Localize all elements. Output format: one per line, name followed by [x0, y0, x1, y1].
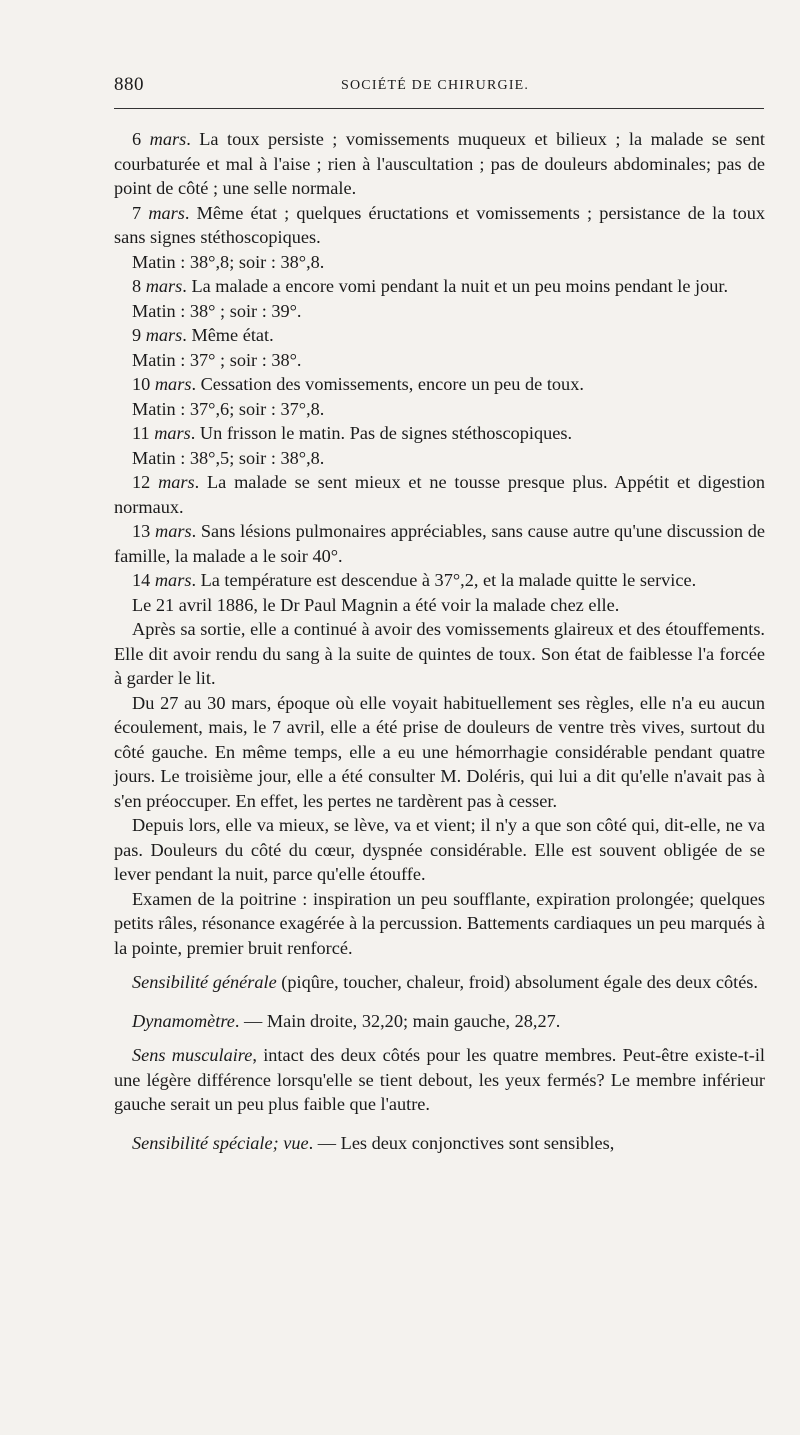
paragraph: 8 mars. La malade a encore vomi pendant la nuit et un peu moins pendant le jour.: [132, 276, 729, 296]
paragraph: Matin : 38°,8; soir : 38°,8.: [132, 251, 325, 272]
paragraph: 9 mars. Même état.: [132, 325, 274, 345]
page-number: 880: [114, 74, 144, 95]
paragraph: Sensibilité spéciale; vue. — Les deux conjonctives sont sensibles,: [132, 1132, 615, 1153]
paragraph: Du 27 au 30 mars, époque où elle voyait habituellement ses règles, elle n'a eu aucun écoulement, mais, le 7 avril, elle a été prise de douleurs de ventre très vives, surtout du côté gauche. En même temps, elle a eu une hémorrhagie considérable pendant quatre jours. Le troisième jour, elle a été consulter M. Doléris, qui lui a dit qu'elle n'avait pas à s'en préoccuper. En effet, les pertes ne tardèrent pas à cesser.: [114, 692, 765, 811]
paragraph: Sens musculaire, intact des deux côtés pour les quatre membres. Peut-être existe-t-il une légère différence lorsqu'elle se tient debout, les yeux fermés? Le membre inférieur gauche serait un peu plus faible que l'autre.: [114, 1045, 765, 1114]
header-rule: [114, 108, 764, 109]
running-head: SOCIÉTÉ DE CHIRURGIE.: [341, 78, 530, 93]
paragraph: 6 mars. La toux persiste ; vomissements muqueux et bilieux ; la malade se sent courbaturée et mal à l'aise ; rien à l'auscultation ; pas de douleurs abdominales; pas de point de côté ; une selle normale.: [114, 129, 765, 198]
page-header: [0, 66, 800, 106]
paragraph: Matin : 38° ; soir : 39°.: [132, 300, 302, 321]
paragraph: 10 mars. Cessation des vomissements, encore un peu de toux.: [132, 374, 584, 394]
paragraph: Matin : 38°,5; soir : 38°,8.: [132, 447, 325, 468]
paragraph: Matin : 37°,6; soir : 37°,8.: [132, 398, 325, 419]
paragraph: 11 mars. Un frisson le matin. Pas de signes stéthoscopiques.: [132, 423, 573, 443]
paragraph: 13 mars. Sans lésions pulmonaires appréciables, sans cause autre qu'une discussion de famille, la malade a le soir 40°.: [114, 521, 766, 566]
paragraph: 7 mars. Même état ; quelques éructations et vomissements ; persistance de la toux sans signes stéthoscopiques.: [114, 202, 765, 247]
paragraph: Matin : 37° ; soir : 38°.: [132, 349, 302, 370]
paragraph: 14 mars. La température est descendue à 37°,2, et la malade quitte le service.: [132, 570, 697, 590]
paragraph: Sensibilité générale (piqûre, toucher, chaleur, froid) absolument égale des deux côtés.: [132, 972, 758, 992]
paragraph: Après sa sortie, elle a continué à avoir des vomissements glaireux et des étouffements. Elle dit avoir rendu du sang à la suite de quintes de toux. Son état de faiblesse l'a forcée à garder le lit.: [114, 619, 765, 688]
paragraph: Dynamomètre. — Main droite, 32,20; main gauche, 28,27.: [132, 1010, 561, 1031]
paragraph: Examen de la poitrine : inspiration un peu soufflante, expiration prolongée; quelques petits râles, résonance exagérée à la percussion. Battements cardiaques un peu marqués à la pointe, premier bruit renforcé.: [114, 888, 765, 958]
body-text: [114, 127, 765, 1155]
paragraph: Le 21 avril 1886, le Dr Paul Magnin a été voir la malade chez elle.: [132, 594, 620, 615]
paragraph: Depuis lors, elle va mieux, se lève, va et vient; il n'y a que son côté qui, dit-elle, ne va pas. Douleurs du côté du cœur, dyspnée considérable. Elle est souvent obligée de se lever pendant la nuit, parce qu'elle étouffe.: [114, 815, 765, 884]
paragraph: 12 mars. La malade se sent mieux et ne tousse presque plus. Appétit et digestion normaux.: [114, 472, 765, 517]
